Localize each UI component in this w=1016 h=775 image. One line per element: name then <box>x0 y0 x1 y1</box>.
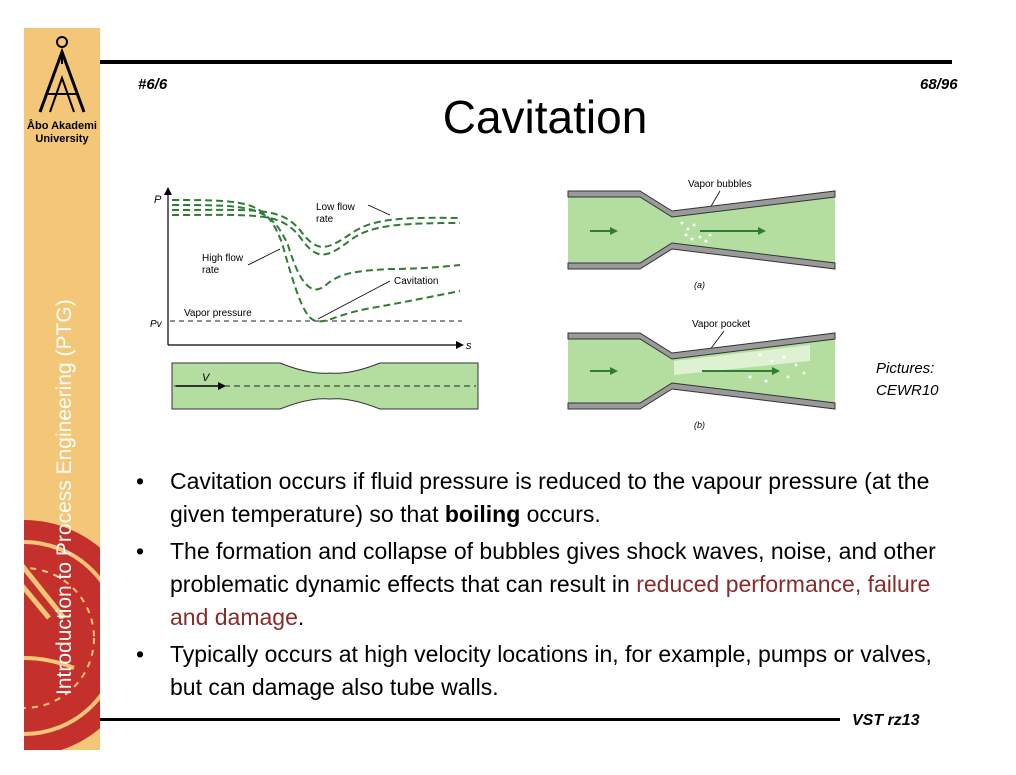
bottom-rule <box>100 718 840 721</box>
low-flow-label-2: rate <box>316 214 334 225</box>
y-axis-arrow <box>164 187 172 195</box>
cavitation-label: Cavitation <box>394 276 439 287</box>
credit-line-1: Pictures: <box>876 360 935 377</box>
bullet-item: • The formation and collapse of bubbles gives shock waves, noise, and other problematic dynamic effects that can result in reduced performance, failure and damage. <box>136 535 956 634</box>
course-title-vertical: Introduction to Process Engineering (PTG) <box>53 299 76 695</box>
page-number: 68/96 <box>920 76 958 93</box>
pressure-profile-diagram <box>140 185 485 415</box>
page-title: Cavitation <box>442 91 648 143</box>
credit-line-2: CEWR10 <box>876 382 939 399</box>
university-name: Åbo Akademi University <box>27 120 97 145</box>
vapor-bubbles-label: Vapor bubbles <box>688 179 752 190</box>
axis-y-label: P <box>154 194 162 206</box>
low-flow-label-1: Low flow <box>316 202 355 213</box>
x-axis-arrow <box>456 341 464 349</box>
high-flow-label-2: rate <box>202 265 220 276</box>
vapor-bubbles-diagram <box>560 175 845 295</box>
abo-akademi-logo-icon <box>36 34 88 118</box>
footer-label: VST rz13 <box>852 712 920 729</box>
bullet-item: • Cavitation occurs if fluid pressure is reduced to the vapour pressure (at the given temperature) so that boiling occurs. <box>136 465 956 531</box>
caption-a: (a) <box>694 280 705 290</box>
sidebar <box>24 28 100 750</box>
bullet-list <box>136 465 956 708</box>
caption-b: (b) <box>694 420 705 430</box>
slide-number: #6/6 <box>138 76 168 93</box>
vapor-pocket-label: Vapor pocket <box>692 319 751 330</box>
high-flow-label-1: High flow <box>202 253 244 264</box>
vapor-pressure-label: Vapor pressure <box>184 308 252 319</box>
bullet-item: • Typically occurs at high velocity locations in, for example, pumps or valves, but can damage also tube walls. <box>136 638 956 704</box>
vapor-pocket-diagram <box>560 315 845 435</box>
pv-label: Pv <box>150 319 162 330</box>
top-rule <box>100 60 952 64</box>
picture-credit <box>876 358 939 402</box>
velocity-label: V <box>202 372 210 384</box>
axis-x-label: s <box>466 340 472 352</box>
